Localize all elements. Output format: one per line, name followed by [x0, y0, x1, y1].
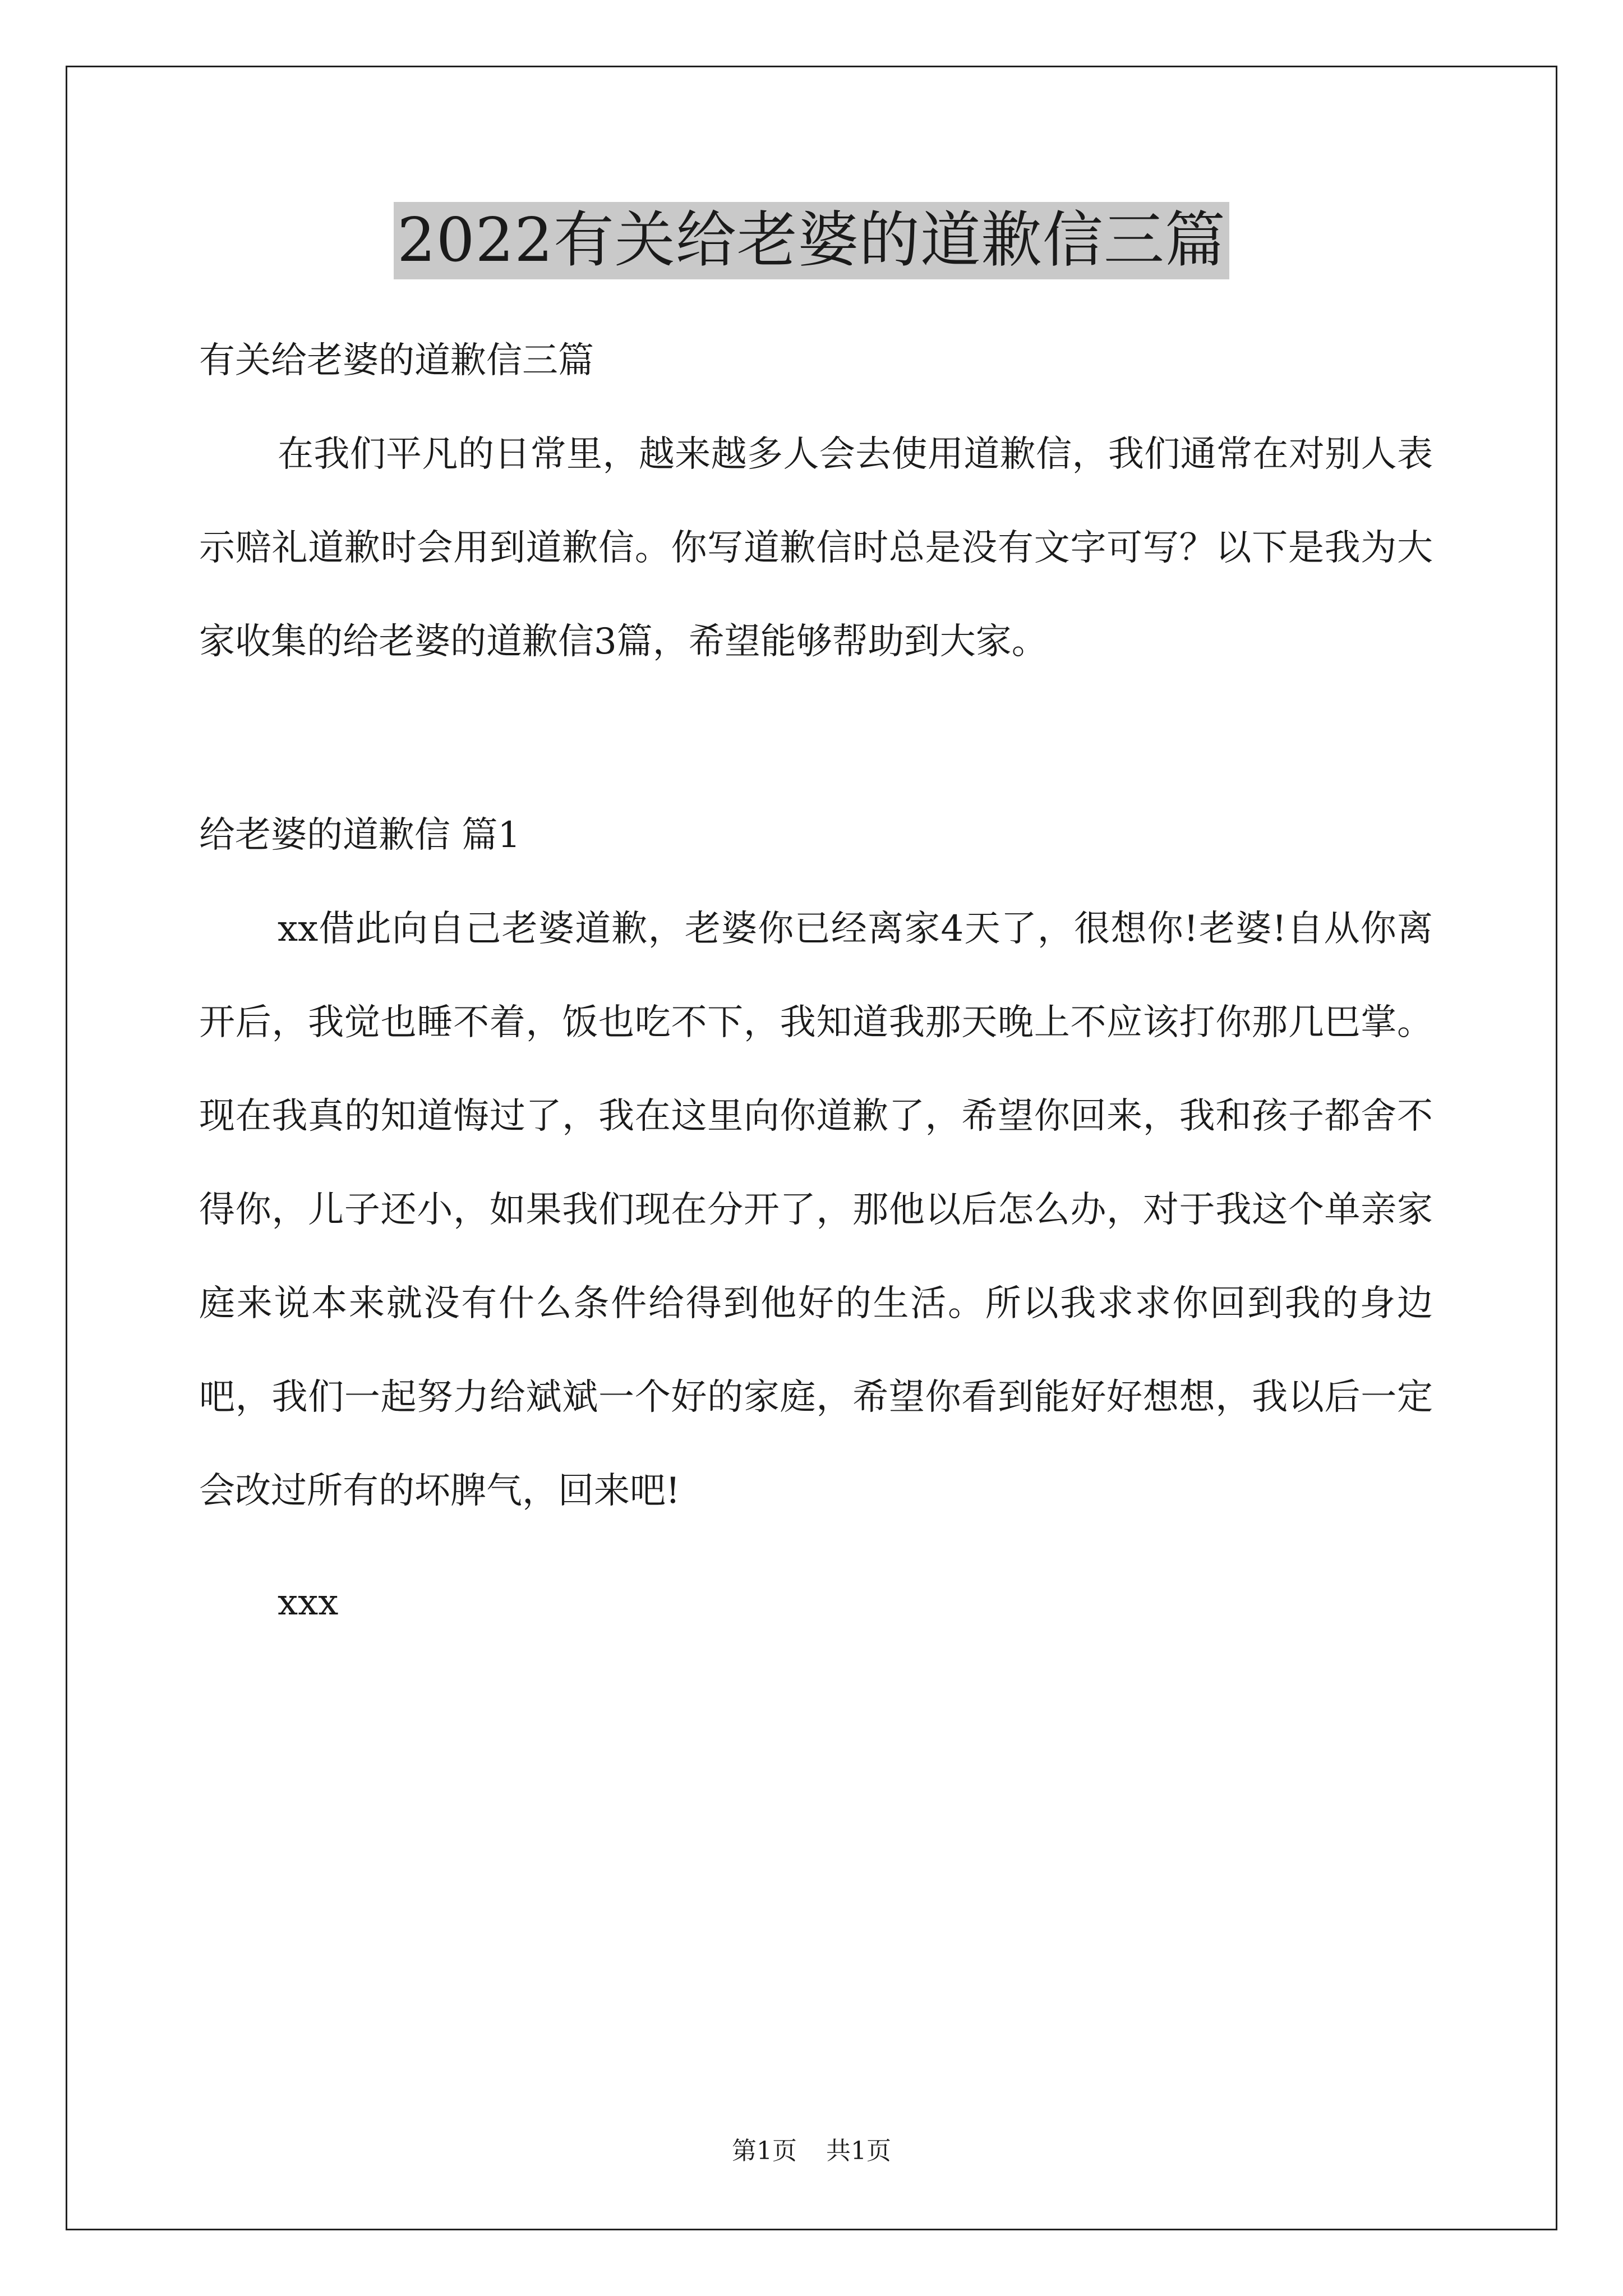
intro-paragraph: 在我们平凡的日常里，越来越多人会去使用道歉信，我们通常在对别人表示赔礼道歉时会用到道歉信。你写道歉信时总是没有文字可写？以下是我为大家收集的给老婆的道歉信3篇，希望能够帮助到大家。 [199, 434, 1433, 662]
document-title: 2022有关给老婆的道歉信三篇 [394, 202, 1229, 279]
signature: xxx [278, 1582, 339, 1623]
page-footer [0, 2134, 1623, 2168]
letter-paragraph: xx借此向自己老婆道歉，老婆你已经离家4天了，很想你!老婆!自从你离开后，我觉也睡不着，饭也吃不下，我知道我那天晚上不应该打你那几巴掌。现在我真的知道悔过了，我在这里向你道歉了，希望你回来，我和孩子都舍不得你，儿子还小，如果我们现在分开了，那他以后怎么办，对于我这个单亲家庭来说本来就没有什么条件给得到他好的生活。所以我求求你回到我的身边吧，我们一起努力给斌斌一个好的家庭，希望你看到能好好想想，我以后一定会改过所有的坏脾气，回来吧! [199, 908, 1433, 1512]
page-number-current: 第1页 [732, 2137, 797, 2165]
title-container [0, 202, 1623, 279]
document-body [199, 314, 1433, 1650]
page-number-total: 共1页 [826, 2137, 891, 2165]
document-subtitle: 有关给老婆的道歉信三篇 [199, 340, 594, 381]
section-heading: 给老婆的道歉信 篇1 [199, 815, 521, 856]
